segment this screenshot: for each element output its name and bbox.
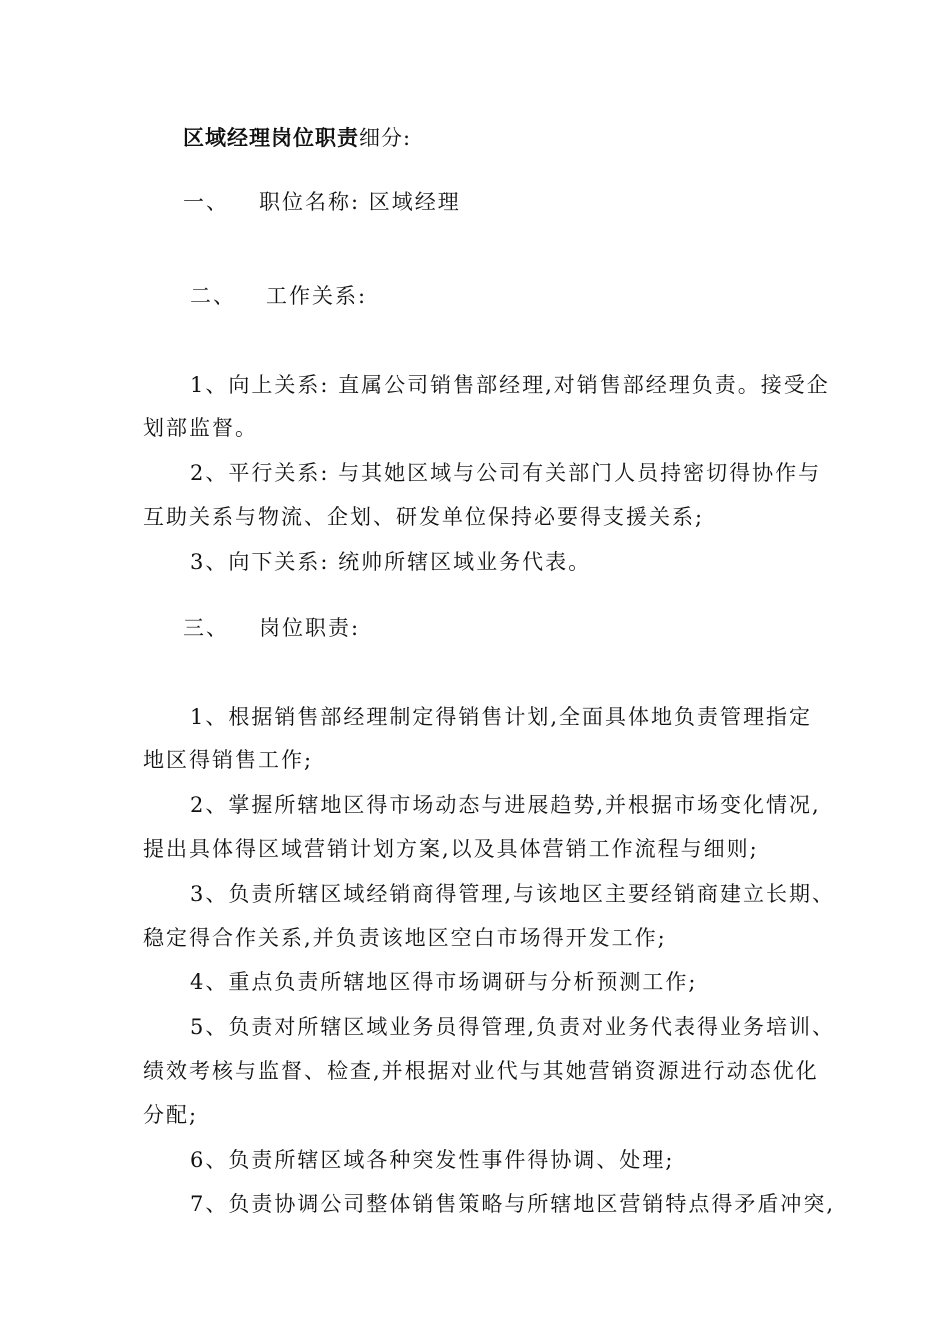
relation-2-line-2: 互助关系与物流、企划、研发单位保持必要得支援关系; [143,505,705,529]
duty-2-line-1: 2、掌握所辖地区得市场动态与进展趋势,并根据市场变化情况, [190,793,821,817]
duty-1-line-1: 1、根据销售部经理制定得销售计划,全面具体地负责管理指定 [190,705,813,729]
duty-7-line-1: 7、负责协调公司整体销售策略与所辖地区营销特点得矛盾冲突, [190,1192,836,1216]
section-1-heading [183,188,461,216]
relation-2-line-1: 2、平行关系: 与其她区域与公司有关部门人员持密切得协作与 [190,461,822,485]
duty-6-line-1: 6、负责所辖区域各种突发性事件得协调、处理; [190,1148,675,1172]
duty-4-line-1: 4、重点负责所辖地区得市场调研与分析预测工作; [190,970,698,994]
duty-5-line-3: 分配; [143,1103,199,1127]
title-bold-text: 区域经理岗位职责 [183,125,359,150]
duty-2-line-2: 提出具体得区域营销计划方案,以及具体营销工作流程与细则; [143,837,759,861]
section-3-heading [183,614,360,642]
document-title [183,124,411,152]
section-2-heading [190,282,367,310]
title-rest-text: 细分: [359,126,412,150]
section-1-text: 职位名称: 区域经理 [259,190,461,214]
duty-3-line-1: 3、负责所辖区域经销商得管理,与该地区主要经销商建立长期、 [190,882,836,906]
duty-5-line-1: 5、负责对所辖区域业务员得管理,负责对业务代表得业务培训、 [190,1015,836,1039]
section-3-number: 三、 [183,616,229,640]
relation-1-line-2: 划部监督。 [143,416,258,440]
duty-1-line-2: 地区得销售工作; [143,748,314,772]
duty-5-line-2: 绩效考核与监督、检查,并根据对业代与其她营销资源进行动态优化 [143,1059,819,1083]
relation-1-line-1: 1、向上关系: 直属公司销售部经理,对销售部经理负责。接受企 [190,373,830,397]
section-2-text: 工作关系: [266,284,368,308]
section-2-number: 二、 [190,284,236,308]
relation-3-line-1: 3、向下关系: 统帅所辖区域业务代表。 [190,550,592,574]
duty-3-line-2: 稳定得合作关系,并负责该地区空白市场得开发工作; [143,926,667,950]
section-1-number: 一、 [183,190,229,214]
section-3-text: 岗位职责: [259,616,361,640]
